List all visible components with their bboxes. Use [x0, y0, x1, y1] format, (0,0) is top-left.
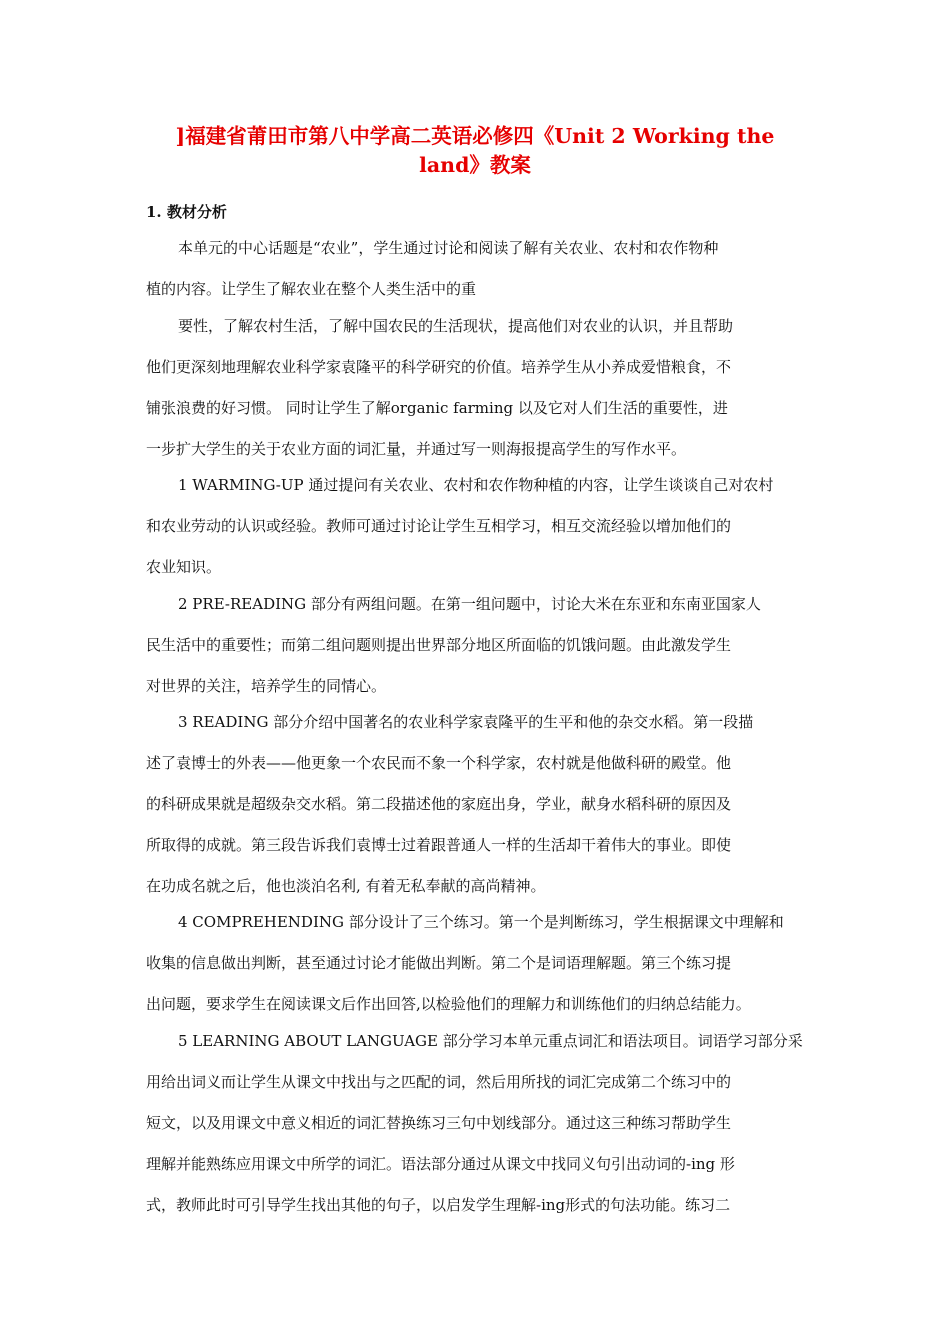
paragraph-line: 2 PRE-READING 部分有两组问题。在第一组问题中，讨论大米在东亚和东南亚国家人 [178, 595, 761, 613]
paragraph-line: 理解并能熟练应用课文中所学的词汇。语法部分通过从课文中找同义句引出动词的-ing 形 [146, 1155, 735, 1173]
paragraph-line: 式，教师此时可引导学生找出其他的句子，以启发学生理解-ing形式的句法功能。练习二 [146, 1196, 731, 1214]
paragraph-line: 在功成名就之后，他也淡泊名利, 有着无私奉献的高尚精神。 [146, 877, 546, 895]
paragraph-line: 收集的信息做出判断，甚至通过讨论才能做出判断。第二个是词语理解题。第三个练习提 [146, 954, 732, 972]
paragraph-line: 出问题，要求学生在阅读课文后作出回答,以检验他们的理解力和训练他们的归纳总结能力。 [146, 995, 751, 1013]
title-line-2: land》教案 [419, 153, 531, 177]
paragraph-line: 的科研成果就是超级杂交水稻。第二段描述他的家庭出身，学业，献身水稻科研的原因及 [146, 795, 732, 813]
paragraph-line: 述了袁博士的外表——他更象一个农民而不象一个科学家，农村就是他做科研的殿堂。他 [146, 754, 732, 772]
paragraph-line: 要性，了解农村生活，了解中国农民的生活现状，提高他们对农业的认识，并且帮助 [178, 317, 734, 335]
paragraph-line: 1 WARMING-UP 通过提问有关农业、农村和农作物种植的内容，让学生谈谈自己对农村 [178, 476, 774, 494]
paragraph-line: 本单元的中心话题是“农业”，学生通过讨论和阅读了解有关农业、农村和农作物种 [178, 239, 719, 257]
paragraph-line: 所取得的成就。第三段告诉我们袁博士过着跟普通人一样的生活却干着伟大的事业。即使 [146, 836, 732, 854]
section-heading-textbook-analysis: 1. 教材分析 [146, 203, 227, 221]
paragraph-line: 短文，以及用课文中意义相近的词汇替换练习三句中划线部分。通过这三种练习帮助学生 [146, 1114, 732, 1132]
paragraph-line: 植的内容。让学生了解农业在整个人类生活中的重 [146, 280, 477, 298]
paragraph-line: 民生活中的重要性；而第二组问题则提出世界部分地区所面临的饥饿问题。由此激发学生 [146, 636, 732, 654]
paragraph-line: 用给出词义而让学生从课文中找出与之匹配的词，然后用所找的词汇完成第二个练习中的 [146, 1073, 732, 1091]
paragraph-line: 一步扩大学生的关于农业方面的词汇量，并通过写一则海报提高学生的写作水平。 [146, 440, 687, 458]
paragraph-line: 4 COMPREHENDING 部分设计了三个练习。第一个是判断练习，学生根据课文中理解和 [178, 913, 784, 931]
paragraph-line: 他们更深刻地理解农业科学家袁隆平的科学研究的价值。培养学生从小养成爱惜粮食，不 [146, 358, 732, 376]
title-line-1: ]福建省莆田市第八中学高二英语必修四《Unit 2 Working the [175, 124, 775, 148]
paragraph-line: 3 READING 部分介绍中国著名的农业科学家袁隆平的生平和他的杂交水稻。第一段描 [178, 713, 754, 731]
paragraph-line: 农业知识。 [146, 558, 222, 576]
paragraph-line: 铺张浪费的好习惯。 同时让学生了解organic farming 以及它对人们生活的重要性，进 [146, 399, 728, 417]
document-title [140, 122, 810, 180]
paragraph-line: 5 LEARNING ABOUT LANGUAGE 部分学习本单元重点词汇和语法项目。词语学习部分采 [178, 1032, 803, 1050]
paragraph-line: 和农业劳动的认识或经验。教师可通过讨论让学生互相学习，相互交流经验以增加他们的 [146, 517, 732, 535]
paragraph-line: 对世界的关注，培养学生的同情心。 [146, 677, 387, 695]
